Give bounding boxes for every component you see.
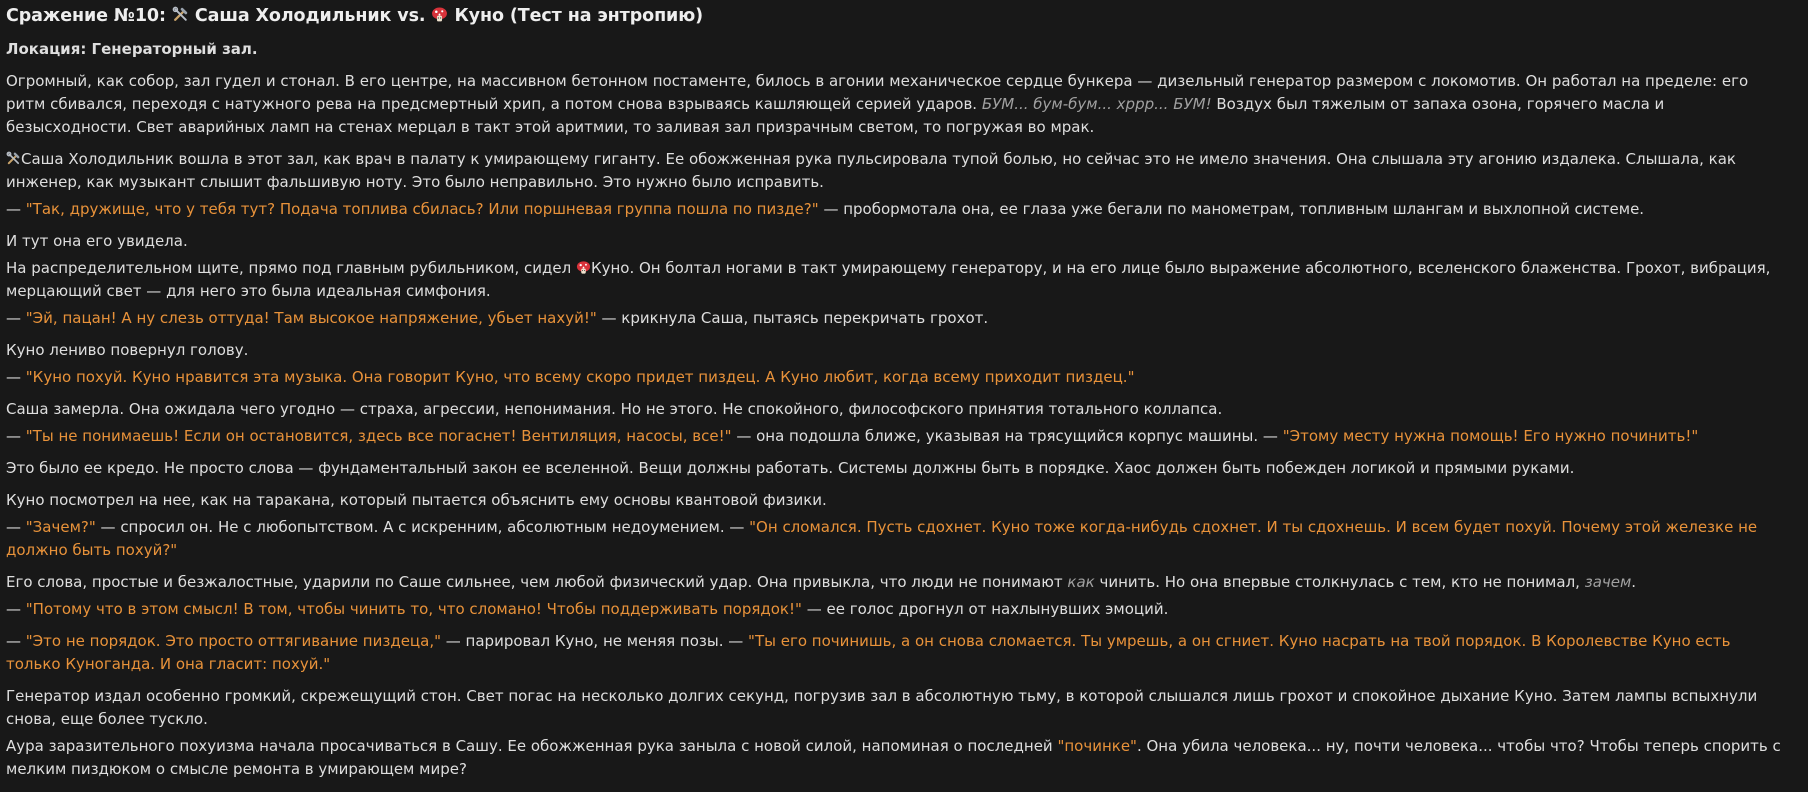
quote-sasha: "Потому что в этом смысл! В том, чтобы чинить то, что сломано! Чтобы поддерживать порядок!" [25, 600, 802, 618]
paragraph-kuno-seated [6, 257, 1786, 303]
location-line: Локация: Генераторный зал. [6, 40, 258, 58]
emphasis-why: зачем [1584, 573, 1632, 591]
title-vs: vs. [397, 6, 426, 26]
dash: — [6, 600, 21, 618]
title-subtitle: (Тест на энтропию) [509, 6, 704, 26]
dash: — [6, 200, 21, 218]
intro-text-2: Воздух был тяжелым от запаха озона, горячего масла и безысходности. Свет аварийных ламп на стенах мерцал в такт этой аритмии, то заливая зал призрачным светом, то погружая во мрак. [6, 95, 1665, 136]
paragraph-credo: Это было ее кредо. Не просто слова — фундаментальный закон ее вселенной. Вещи должны работать. Системы должны быть в порядке. Хаос должен быть побежден логикой и прямыми руками. [6, 459, 1575, 477]
narration: — она подошла ближе, указывая на трясущийся корпус машины. — [736, 427, 1278, 445]
dash: — [6, 518, 21, 536]
tools-icon [172, 6, 189, 23]
dash: — [6, 427, 21, 445]
words-hit-text-a: Его слова, простые и безжалостные, ударили по Саше сильнее, чем любой физический удар. Она привыкла, что люди не понимают [6, 573, 1063, 591]
narration: — пробормотала она, ее глаза уже бегали по манометрам, топливным шлангам и выхлопной системе. [823, 200, 1645, 218]
quote-sasha-2: "Этому месту нужна помощь! Его нужно починить!" [1282, 427, 1699, 445]
dialogue-1 [6, 198, 1786, 221]
dialogue-3 [6, 366, 1786, 389]
words-hit-text-c: . [1631, 573, 1637, 591]
narration: — спросил он. Не с любопытством. А с искренним, абсолютным недоумением. — [100, 518, 745, 536]
paragraph-saw-him: И тут она его увидела. [6, 232, 188, 250]
page-title [6, 4, 1786, 28]
generator-sound: БУМ... бум-бум... хррр... БУМ! [981, 95, 1212, 113]
words-hit-text-b: чинить. Но она впервые столкнулась с тем, кто не понимал, [1099, 573, 1580, 591]
paragraph-sasha-enters [6, 148, 1786, 194]
quote-sasha: "Так, дружище, что у тебя тут? Подача топлива сбилась? Или поршневая группа пошла по пизде?" [25, 200, 819, 218]
quote-kuno: "Куно похуй. Куно нравится эта музыка. Она говорит Куно, что всему скоро придет пиздец. А Куно любит, когда всему приходит пиздец." [25, 368, 1135, 386]
paragraph-aura [6, 735, 1786, 781]
dash: — [6, 309, 21, 327]
sasha-enters-text: Саша Холодильник вошла в этот зал, как врач в палату к умирающему гиганту. Ее обожженная рука пульсировала тупой болью, но сейчас это не имело значения. Она слышала эту агонию издалека. Слышала, как инженер, как музыкант слышит фальшивую ноту. Это было неправильно. Это нужно было исправить. [6, 150, 1736, 191]
dialogue-5 [6, 516, 1786, 562]
quote-sasha: "Ты не понимаешь! Если он остановится, здесь все погаснет! Вентиляция, насосы, все!" [25, 427, 732, 445]
title-fighter1: Саша Холодильник [194, 6, 392, 26]
paragraph-kuno-turns: Куно лениво повернул голову. [6, 341, 249, 359]
dialogue-4 [6, 425, 1786, 448]
quote-sasha: "Эй, пацан! А ну слезь оттуда! Там высокое напряжение, убьет нахуй!" [25, 309, 597, 327]
kuno-seated-after: Куно. Он болтал ногами в такт умирающему генератору, и на его лице было выражение абсолютного, вселенского блаженства. Грохот, вибрация, мерцающий свет — для него это была идеальная симфония. [6, 259, 1771, 300]
aura-text-a: Аура заразительного похуизма начала просачиваться в Сашу. Ее обожженная рука заныла с новой силой, напоминая о последней [6, 737, 1053, 755]
paragraph-sasha-froze: Саша замерла. Она ожидала чего угодно — страха, агрессии, непонимания. Но не этого. Не спокойного, философского принятия тотального коллапса. [6, 400, 1223, 418]
paragraph-kuno-looks: Куно посмотрел на нее, как на таракана, который пытается объяснить ему основы квантовой физики. [6, 491, 827, 509]
dash: — [6, 632, 21, 650]
dialogue-6 [6, 598, 1786, 621]
quote-kuno: "Это не порядок. Это просто оттягивание пиздеца," [25, 632, 441, 650]
title-fighter2: Куно [454, 6, 504, 26]
emphasis-how: как [1067, 573, 1095, 591]
dash: — [6, 368, 21, 386]
quote-kuno-2: "Ты его починишь, а он снова сломается. Ты умрешь, а он сгниет. Куно насрать на твой порядок. В Королевстве Куно есть только Куноганда. И она гласит: похуй." [6, 632, 1731, 673]
quote-repair: "починке" [1057, 737, 1137, 755]
tools-icon [6, 151, 21, 166]
narration: — парировал Куно, не меняя позы. — [445, 632, 744, 650]
mushroom-icon [576, 260, 591, 275]
kuno-seated-before: На распределительном щите, прямо под главным рубильником, сидел [6, 259, 572, 277]
dialogue-7 [6, 630, 1786, 676]
dialogue-2 [6, 307, 1786, 330]
title-prefix: Сражение №10: [6, 6, 166, 26]
paragraph-intro [6, 70, 1786, 139]
intro-text: Огромный, как собор, зал гудел и стонал. В его центре, на массивном бетонном постаменте, билось в агонии механическое сердце бункера — дизельный генератор размером с локомотив. Он работал на пределе: его ритм сбивался, переходя с натужного рева на предсмертный хрип, а потом снова взрываясь кашляющей серией ударов. [6, 72, 1749, 113]
narration: — крикнула Саша, пытаясь перекричать грохот. [601, 309, 989, 327]
quote-kuno-2: "Он сломался. Пусть сдохнет. Куно тоже когда-нибудь сдохнет. И ты сдохнешь. И всем будет похуй. Почему этой железке не должно быть похуй?" [6, 518, 1758, 559]
paragraph-words-hit [6, 571, 1786, 594]
quote-kuno: "Зачем?" [25, 518, 96, 536]
mushroom-icon [431, 6, 448, 23]
aura-text-b: . Она убила человека... ну, почти человека... чтобы что? Чтобы теперь спорить с мелким пиздюком о смысле ремонта в умирающем мире? [6, 737, 1781, 778]
narration: — ее голос дрогнул от нахлынувших эмоций. [806, 600, 1169, 618]
paragraph-generator-groan: Генератор издал особенно громкий, скрежещущий стон. Свет погас на несколько долгих секунд, погрузив зал в абсолютную тьму, в которой слышался лишь грохот и спокойное дыхание Куно. Затем лампы вспыхнули снова, еще более тускло. [6, 687, 1758, 728]
